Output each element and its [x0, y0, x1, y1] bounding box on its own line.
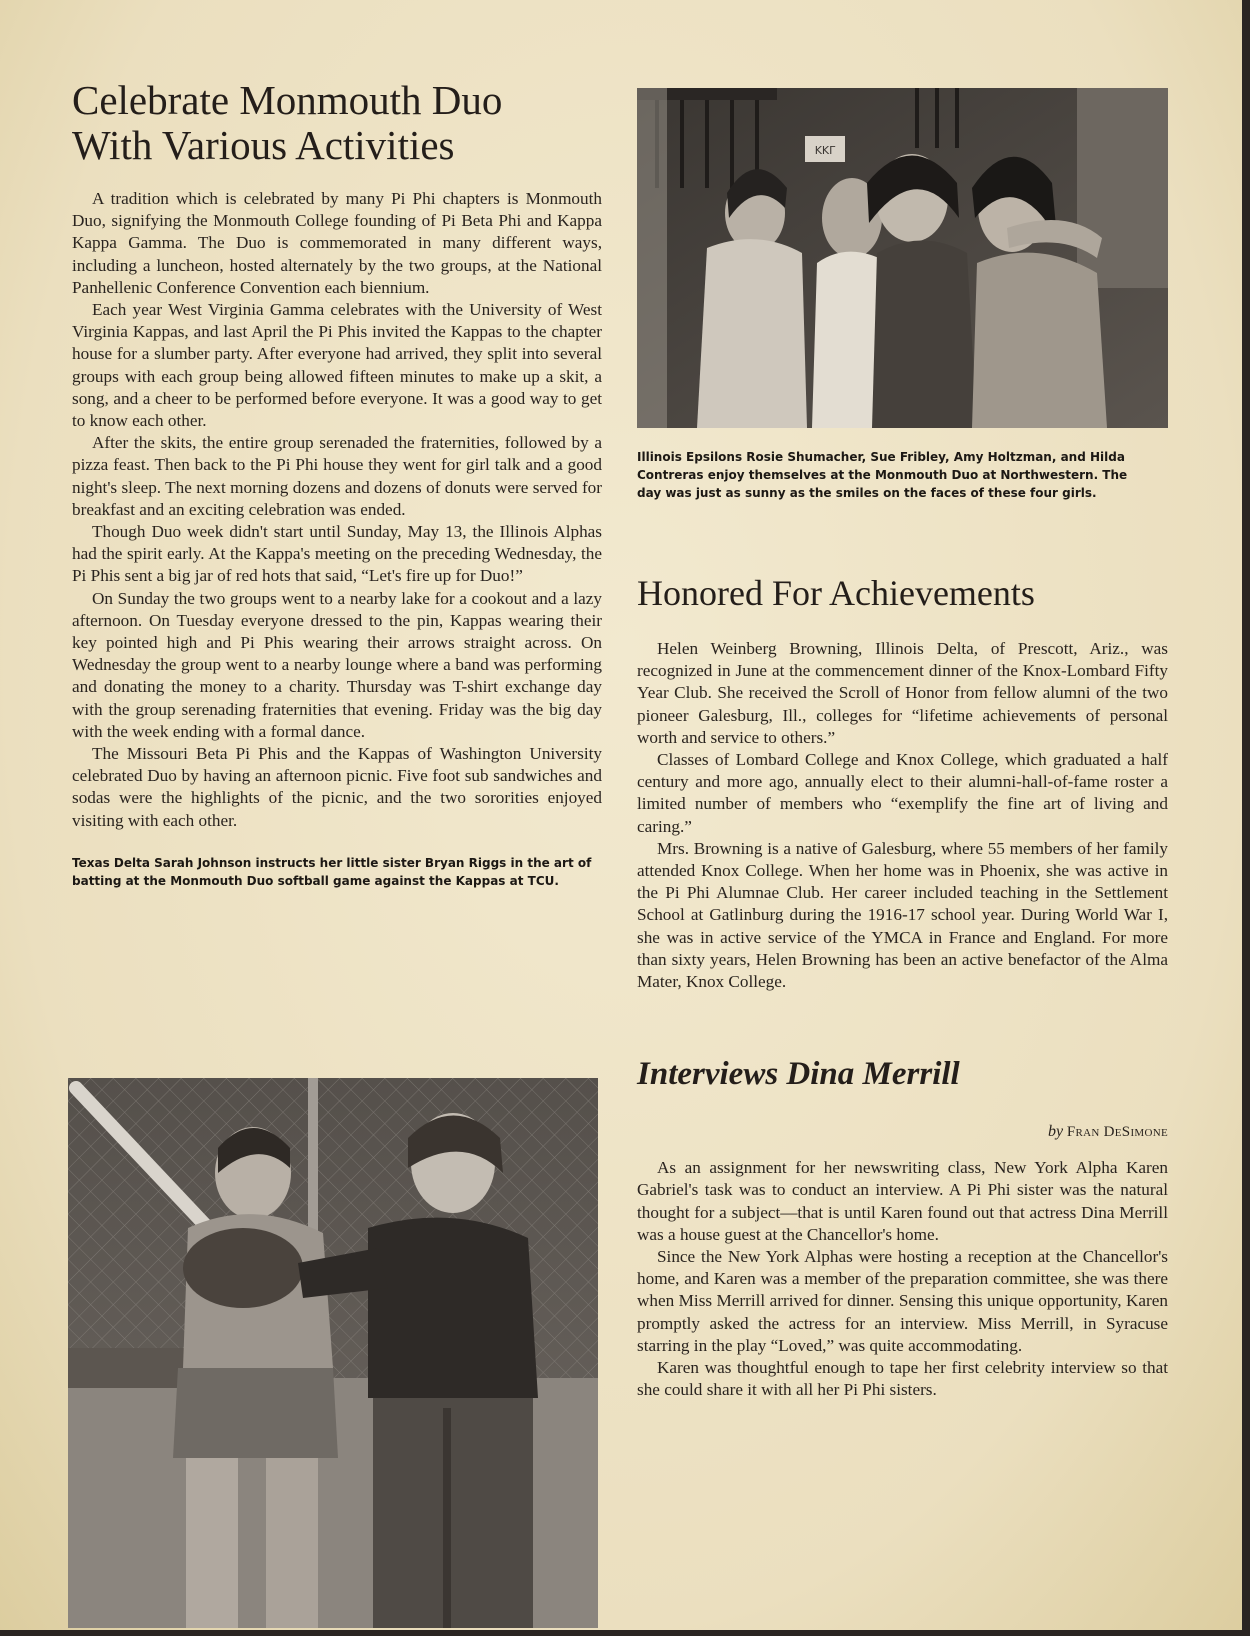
softball-photo [68, 1078, 598, 1628]
paragraph: After the skits, the entire group serenaded the fraternities, followed by a pizza feast. Then back to the Pi Phi house they went for girl talk and a good night's sleep. The next morning dozens and dozens of donuts were served for breakfast and an exciting celebration was ended. [72, 433, 602, 519]
paragraph: Classes of Lombard College and Knox College, which graduated a half century and more ago, annually elect to their alumni-hall-of-fame roster a limited number of members who “exemplify the fine art of living and caring.” [637, 750, 1168, 836]
article-title-monmouth-duo [72, 78, 602, 168]
right-column [637, 88, 1168, 1401]
paragraph: Each year West Virginia Gamma celebrates with the University of West Virginia Kappas, and last April the Pi Phis invited the Kappas to the chapter house for a slumber party. After everyone had arrived, they split into several groups with each group being allowed fifteen minutes to make up a skit, a song, and a cheer to be performed before everyone. It was a good way to get to know each other. [72, 300, 602, 431]
softball-photo-caption: Texas Delta Sarah Johnson instructs her little sister Bryan Riggs in the art of batting at the Monmouth Duo softball game against the Kappas at TCU. [72, 855, 592, 888]
paragraph: As an assignment for her newswriting class, New York Alpha Karen Gabriel's task was to conduct an interview. A Pi Phi sister was the natural thought for a subject—that is until Karen found out that actress Dina Merrill was a house guest at the Chancellor's home. [637, 1158, 1168, 1244]
title-line-2: With Various Activities [72, 122, 455, 168]
title-line-1: Celebrate Monmouth Duo [72, 77, 503, 123]
left-column [72, 78, 602, 890]
byline-by: by [1047, 1123, 1064, 1141]
paragraph: On Sunday the two groups went to a nearby lake for a cookout and a lazy afternoon. On Tuesday everyone dressed to the pin, Kappas wearing their key pointed high and Pi Phis wearing their arrows straight across. On Wednesday the group went to a nearby lounge where a band was performing and donating the money to a charity. Thursday was T-shirt exchange day with the group serenading fraternities that evening. Friday was the big day with the week ending with a formal dance. [72, 588, 602, 741]
kkg-sign-text: KKΓ [814, 144, 836, 157]
page-edge-right [1242, 0, 1250, 1636]
page-edge-bottom [0, 1630, 1250, 1636]
byline-author: Fran DeSimone [1066, 1124, 1168, 1141]
byline [637, 1123, 1168, 1141]
article-title-honored: Honored For Achievements [637, 573, 1035, 613]
paragraph: Karen was thoughtful enough to tape her first celebrity interview so that she could share it with all her Pi Phi sisters. [637, 1358, 1168, 1400]
article-title-interviews: Interviews Dina Merrill [637, 1056, 960, 1093]
paragraph: Helen Weinberg Browning, Illinois Delta, of Prescott, Ariz., was recognized in June at the commencement dinner of the Knox-Lombard Fifty Year Club. She received the Scroll of Honor from fellow alumni of the two pioneer Galesburg, Ill., colleges for “lifetime achievements of personal worth and service to others.” [637, 639, 1168, 747]
paragraph: Though Duo week didn't start until Sunday, May 13, the Illinois Alphas had the spirit early. At the Kappa's meeting on the preceding Wednesday, the Pi Phis sent a big jar of red hots that said, “Let's fire up for Duo!” [72, 522, 602, 586]
paragraph: Mrs. Browning is a native of Galesburg, where 55 members of her family attended Knox College. When her home was in Phoenix, she was active in the Pi Phi Alumnae Club. Her career included teaching in the Settlement School at Gatlinburg during the 1916-17 school year. During World War I, she was in active service of the YMCA in France and England. For more than sixty years, Helen Browning has been an active benefactor of the Alma Mater, Knox College. [637, 838, 1168, 992]
paragraph: A tradition which is celebrated by many Pi Phi chapters is Monmouth Duo, signifying the Monmouth College founding of Pi Beta Phi and Kappa Kappa Gamma. The Duo is commemorated in many different ways, including a luncheon, hosted alternately by the two groups, at the National Panhellenic Conference Convention each biennium. [72, 189, 602, 297]
paragraph: The Missouri Beta Pi Phis and the Kappas of Washington University celebrated Duo by having an afternoon picnic. Five foot sub sandwiches and sodas were the highlights of the picnic, and the two sororities enjoyed visiting with each other. [72, 744, 602, 830]
group-photo [637, 88, 1168, 428]
group-photo-caption: Illinois Epsilons Rosie Shumacher, Sue Fribley, Amy Holtzman, and Hilda Contreras enjoy themselves at the Monmouth Duo at Northwestern. The day was just as sunny as the smiles on the faces of these four girls. [637, 450, 1128, 500]
paragraph: Since the New York Alphas were hosting a reception at the Chancellor's home, and Karen was a member of the preparation committee, she was there when Miss Merrill arrived for dinner. Sensing this unique opportunity, Karen promptly asked the actress for an interview. Miss Merrill, in Syracuse starring in the play “Loved,” was quite accommodating. [637, 1247, 1168, 1355]
